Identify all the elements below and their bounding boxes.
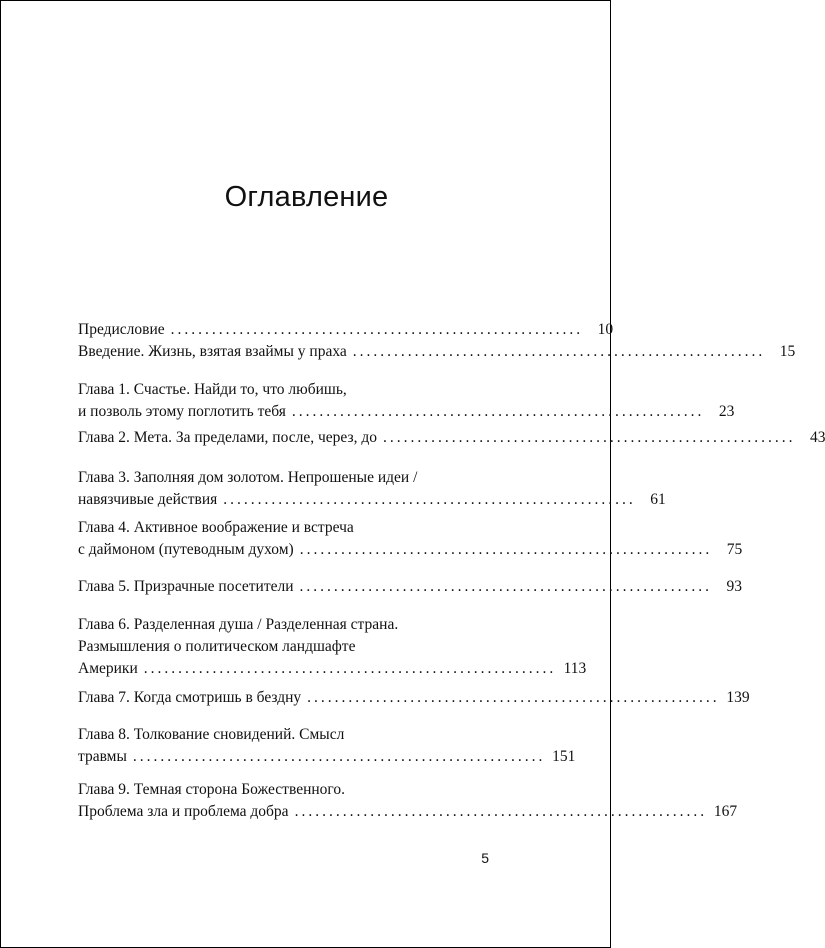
toc-entry bbox=[78, 341, 796, 363]
dot-leader: ............................................................ bbox=[382, 429, 796, 446]
toc-entry-title: с даймоном (путеводным духом) bbox=[78, 541, 294, 558]
toc-entry-final-line bbox=[78, 746, 576, 768]
toc-entry-line: Глава 4. Активное воображение и встреча bbox=[78, 519, 354, 536]
toc-entry bbox=[78, 614, 587, 680]
toc-entry-line: Глава 8. Толкование сновидений. Смысл bbox=[78, 726, 345, 743]
toc-entry-title: Проблема зла и проблема добра bbox=[78, 803, 289, 820]
toc-entry-title: травмы bbox=[78, 748, 127, 765]
dot-leader: ............................................................ bbox=[223, 491, 636, 508]
toc-page-number: 167 bbox=[713, 803, 738, 820]
dot-leader: ............................................................ bbox=[132, 748, 546, 765]
toc-page-number: 15 bbox=[779, 343, 796, 360]
toc-entry-line: Глава 9. Темная сторона Божественного. bbox=[78, 781, 346, 798]
toc-entry-line: Размышления о политическом ландшафте bbox=[78, 638, 356, 655]
toc-entry bbox=[78, 724, 576, 768]
dot-leader: ............................................................ bbox=[352, 343, 766, 360]
toc-entry bbox=[78, 779, 738, 823]
toc-entry-final-line bbox=[78, 576, 743, 598]
dot-leader: ............................................................ bbox=[143, 660, 557, 677]
toc-entry bbox=[78, 467, 666, 511]
toc-entry-title: Глава 7. Когда смотришь в бездну bbox=[78, 689, 302, 706]
toc-entry-line: Глава 6. Разделенная душа / Разделенная страна. bbox=[78, 616, 399, 633]
toc-page-number: 10 bbox=[597, 321, 614, 338]
toc-entry-final-line bbox=[78, 341, 796, 363]
toc-entry bbox=[78, 517, 743, 561]
dot-leader: ............................................................ bbox=[307, 689, 720, 706]
toc-entry bbox=[78, 379, 735, 423]
toc-page-number: 139 bbox=[726, 689, 750, 706]
toc-page-number: 61 bbox=[650, 491, 666, 508]
toc-entry-line: Глава 3. Заполняя дом золотом. Непрошеные идеи / bbox=[78, 469, 418, 486]
toc-entry-final-line bbox=[78, 427, 825, 449]
toc-entry-final-line bbox=[78, 319, 614, 341]
toc-entry-final-line bbox=[78, 489, 666, 511]
toc-entry-final-line bbox=[78, 687, 750, 709]
toc-entry-title: Америки bbox=[78, 660, 138, 677]
toc-entry bbox=[78, 319, 614, 341]
toc-entry-final-line bbox=[78, 539, 743, 561]
dot-leader: ............................................................ bbox=[170, 321, 584, 338]
toc-page-number: 93 bbox=[726, 578, 743, 595]
toc-entry bbox=[78, 576, 743, 598]
toc-page-number: 151 bbox=[552, 748, 576, 765]
dot-leader: ............................................................ bbox=[294, 803, 708, 820]
toc-entry-title: Введение. Жизнь, взятая взаймы у праха bbox=[78, 343, 347, 360]
toc-entry-title: Предисловие bbox=[78, 321, 165, 338]
toc-page-number: 113 bbox=[563, 660, 587, 677]
toc-page-number: 75 bbox=[726, 541, 743, 558]
dot-leader: ............................................................ bbox=[299, 578, 713, 595]
toc-page-number: 23 bbox=[718, 403, 735, 420]
toc-entry bbox=[78, 427, 825, 449]
page-number: 5 bbox=[481, 850, 489, 866]
dot-leader: ............................................................ bbox=[291, 403, 705, 420]
toc-entry bbox=[78, 687, 750, 709]
toc-entry-title: навязчивые действия bbox=[78, 491, 218, 508]
page-title: Оглавление bbox=[224, 181, 389, 213]
toc-entry-title: Глава 5. Призрачные посетители bbox=[78, 578, 294, 595]
toc-page-number: 43 bbox=[809, 429, 825, 446]
toc-entry-title: Глава 2. Мета. За пределами, после, через, до bbox=[78, 429, 377, 446]
toc-entry-final-line bbox=[78, 401, 735, 423]
toc-entry-final-line bbox=[78, 658, 587, 680]
dot-leader: ............................................................ bbox=[299, 541, 713, 558]
toc-entry-final-line bbox=[78, 801, 738, 823]
toc-entry-title: и позволь этому поглотить тебя bbox=[78, 403, 286, 420]
toc-entry-line: Глава 1. Счастье. Найди то, что любишь, bbox=[78, 381, 347, 398]
